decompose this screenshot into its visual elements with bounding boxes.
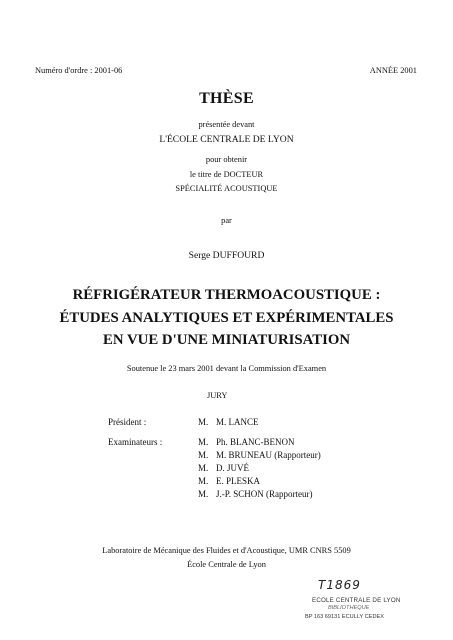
presented-line: présentée devant	[198, 120, 255, 129]
jury-name: M. LANCE	[216, 417, 259, 427]
jury-name: Ph. BLANC-BENON	[216, 437, 295, 447]
lab-line: Laboratoire de Mécanique des Fluides et d'Acoustique, UMR CNRS 5509	[102, 546, 351, 555]
handwritten-call-number: T1869	[318, 578, 361, 592]
thesis-title-line-2: ÉTUDES ANALYTIQUES ET EXPÉRIMENTALES	[59, 310, 394, 326]
jury-role: Président :	[108, 417, 147, 427]
jury-role: Examinateurs :	[108, 437, 163, 447]
jury-honorific: M.	[198, 437, 209, 447]
defense-line: Soutenue le 23 mars 2001 devant la Commission d'Examen	[126, 364, 327, 373]
jury-name: E. PLESKA	[216, 476, 261, 486]
purpose-line: pour obtenir	[205, 155, 248, 164]
order-number: Numéro d'ordre : 2001-06	[35, 66, 123, 75]
by-line: par	[221, 216, 232, 225]
specialty-line: SPÉCIALITÉ ACOUSTIQUE	[175, 184, 278, 193]
jury-honorific: M.	[198, 463, 209, 473]
jury-honorific: M.	[198, 417, 209, 427]
institution: L'ÉCOLE CENTRALE DE LYON	[159, 134, 294, 145]
thesis-title-line-3: EN VUE D'UNE MINIATURISATION	[102, 332, 351, 348]
jury-honorific: M.	[198, 476, 209, 486]
jury-name: M. BRUNEAU (Rapporteur)	[216, 450, 321, 460]
jury-honorific: M.	[198, 489, 209, 499]
school-line: École Centrale de Lyon	[187, 560, 266, 569]
stamp-line-3: BP 163 69131 ECULLY CEDEX	[305, 614, 384, 620]
stamp-line-2: BIBLIOTHEQUE	[328, 605, 370, 611]
jury-name: J.-P. SCHON (Rapporteur)	[216, 489, 313, 499]
document-title: THÈSE	[199, 90, 254, 107]
jury-honorific: M.	[198, 450, 209, 460]
stamp-line-1: ECOLE CENTRALE DE LYON	[312, 597, 401, 604]
year: ANNÉE 2001	[369, 66, 417, 75]
degree-line: le titre de DOCTEUR	[189, 170, 264, 179]
thesis-title-line-1: RÉFRIGÉRATEUR THERMOACOUSTIQUE :	[72, 287, 381, 303]
jury-heading: JURY	[207, 391, 228, 400]
author-name: Serge DUFFOURD	[188, 250, 265, 261]
jury-name: D. JUVÉ	[216, 463, 249, 473]
